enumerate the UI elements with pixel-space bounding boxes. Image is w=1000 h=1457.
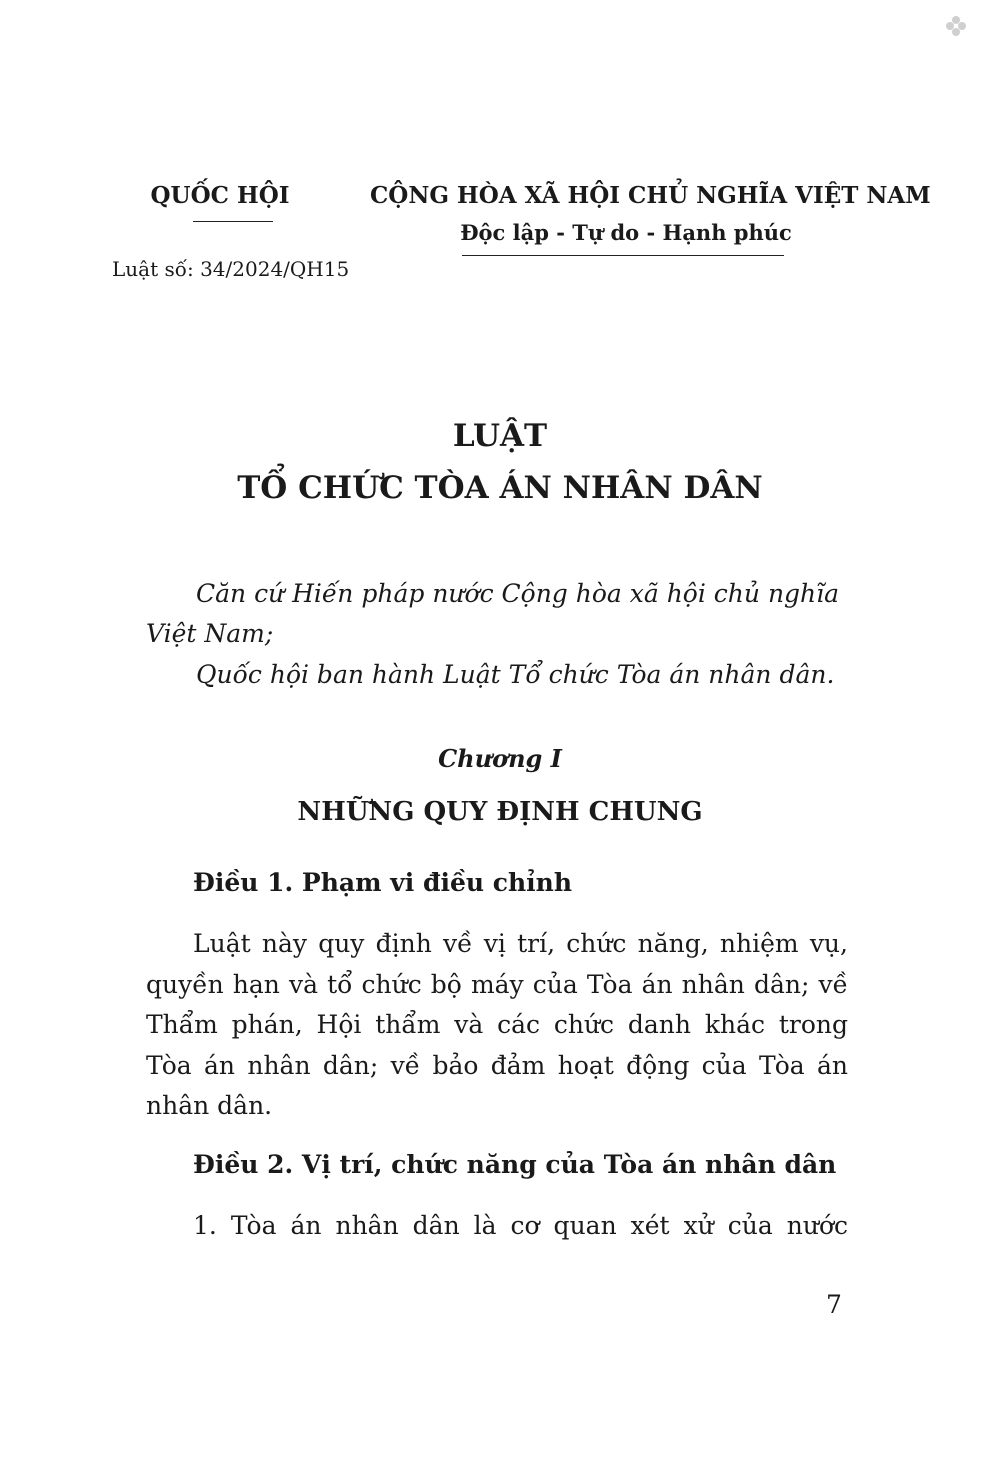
article-2-heading: Điều 2. Vị trí, chức năng của Tòa án nhân dân <box>193 1150 837 1179</box>
article-1-heading: Điều 1. Phạm vi điều chỉnh <box>193 868 573 897</box>
issuer-divider <box>193 221 273 222</box>
issuer-name: QUỐC HỘI <box>150 182 290 209</box>
article-1-text: Luật này quy định về vị trí, chức năng, nhiệm vụ, quyền hạn và tổ chức bộ máy của Tòa án nhân dân; về Thẩm phán, Hội thẩm và các chức danh khác trong Tòa án nhân dân; về bảo đảm hoạt động của Tòa án nhân dân. <box>146 929 848 1120</box>
law-title: TỔ CHỨC TÒA ÁN NHÂN DÂN <box>237 470 763 506</box>
document-type-title: LUẬT <box>452 418 548 454</box>
flower-ornament-icon <box>944 14 968 38</box>
preamble-enactment: Quốc hội ban hành Luật Tổ chức Tòa án nhân dân. <box>196 660 835 689</box>
nation-name: CỘNG HÒA XÃ HỘI CHỦ NGHĨA VIỆT NAM <box>370 182 931 209</box>
preamble-basis: Căn cứ Hiến pháp nước Cộng hòa xã hội chủ nghĩa Việt Nam; <box>146 579 840 648</box>
chapter-title: NHỮNG QUY ĐỊNH CHUNG <box>297 797 703 827</box>
chapter-label: Chương I <box>438 744 562 773</box>
national-motto: Độc lập - Tự do - Hạnh phúc <box>460 220 792 245</box>
motto-divider <box>462 255 784 256</box>
law-number: Luật số: 34/2024/QH15 <box>112 257 350 281</box>
article-2-text: 1. Tòa án nhân dân là cơ quan xét xử của nước <box>193 1211 848 1240</box>
page-number: 7 <box>826 1290 842 1319</box>
